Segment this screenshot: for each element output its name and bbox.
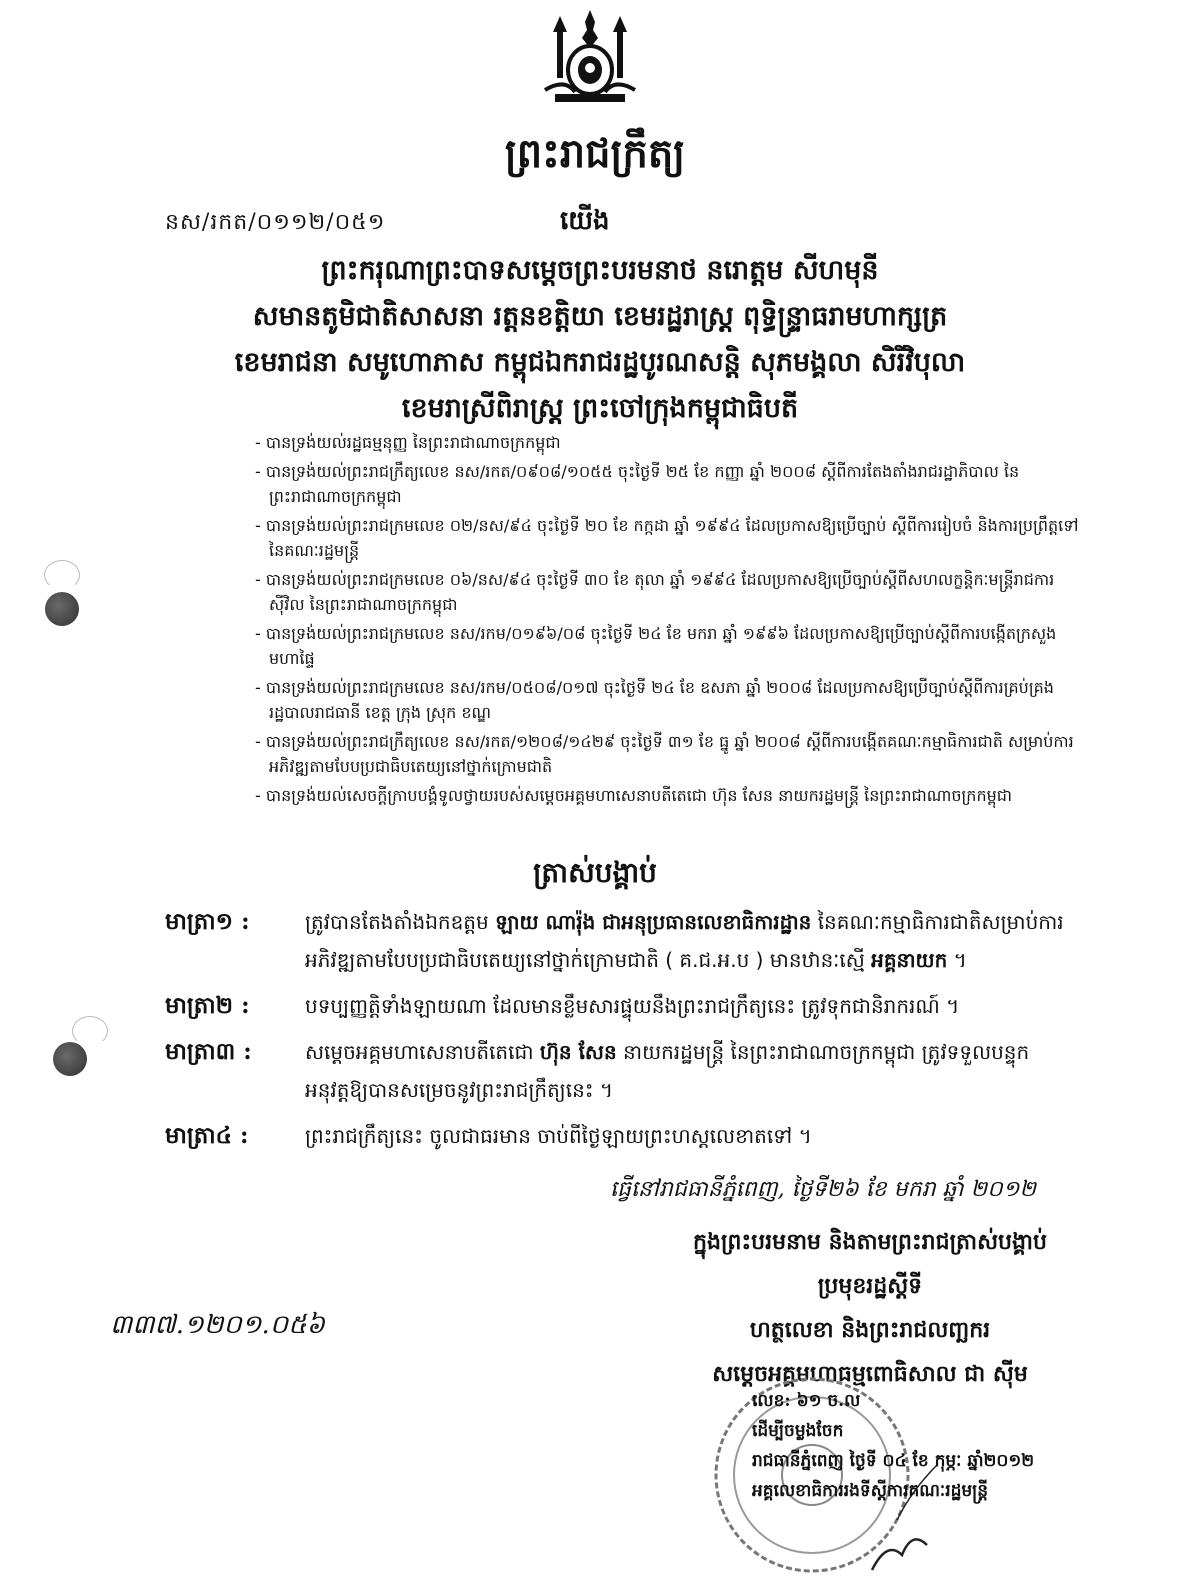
decision-heading: ត្រាស់បង្គាប់: [533, 856, 657, 889]
article-text: [305, 903, 1090, 979]
signature-line: ក្នុងព្រះបរមនាម និងតាមព្រះរាជត្រាស់បង្គាប់: [693, 1229, 1047, 1255]
king-title-line: សមានតូមិជាតិសាសនា រត្តនខត្តិយា ខេមរដ្ឋរាស្ត្រ ពុទ្ធិន្ទ្រាធរាមហាក្សត្រ: [252, 301, 948, 332]
issue-date: ធ្វើនៅរាជធានីភ្នំពេញ, ថ្ងៃទី២៦ ខែ មករា ឆ្នាំ ២០១២: [610, 1177, 1036, 1202]
visa-item: - បានទ្រង់យល់រដ្ឋធម្មនុញ្ញ នៃព្រះរាជាណាចក្រកម្ពុជា: [255, 430, 1085, 455]
punch-hole-mark: [44, 560, 80, 590]
punch-hole-mark: [72, 1016, 108, 1046]
visa-list: [255, 430, 1085, 812]
copy-line: លេខ: ៦១ ច.ល: [752, 1391, 861, 1411]
articles-list: [165, 903, 1090, 1163]
decree-title: ព្រះរាជក្រឹត្យ: [504, 130, 686, 177]
signature-line: ប្រមុខរដ្ឋស្តីទី: [817, 1273, 923, 1299]
article-3: [165, 1033, 1090, 1109]
article-text-part: នៃគណៈកម្មាធិការជាតិសម្រាប់ការអភិវឌ្ឍតាមបែបប្រជាធិបតេយ្យនៅថ្នាក់ក្រោមជាតិ ( គ.ជ.អ.ប ) មានឋានៈស្មើ: [305, 910, 1064, 972]
king-title-line: ខេមរាស្រីពិរាស្ត្រ ព្រះចៅក្រុងកម្ពុជាធិបតី: [401, 393, 799, 424]
article-text-part: សម្តេចអគ្គមហាសេនាបតីតេជោ: [305, 1040, 540, 1064]
handwritten-reference: ៣៣៧.១២០១.០៥៦: [110, 1310, 325, 1340]
signature-line: ហត្ថលេខា និងព្រះរាជលញ្ឆករ: [749, 1317, 991, 1343]
copy-line: អគ្គលេខាធិការរងទីស្តីការគណៈរដ្ឋមន្ត្រី: [752, 1481, 989, 1501]
punch-hole: [45, 592, 79, 626]
visa-item: - បានទ្រង់យល់ព្រះរាជក្រមលេខ ០២/នស/៩៤ ចុះថ្ងៃទី ២០ ខែ កក្កដា ឆ្នាំ ១៩៩៤ ដែលប្រកាសឱ្យប្រើច្បាប់ ស្តីពីការរៀបចំ និងការប្រព្រឹត្តទៅនៃគណៈរដ្ឋមន្ត្រី: [255, 513, 1085, 563]
rank-title: អគ្គនាយក: [871, 948, 948, 972]
decree-number: នស/រកត/០១១២/០៥១: [165, 210, 386, 235]
visa-item: - បានទ្រង់យល់ព្រះរាជក្រឹត្យលេខ នស/រកត/០៩០៨/១០៥៥ ចុះថ្ងៃទី ២៥ ខែ កញ្ញា ឆ្នាំ ២០០៨ ស្តីពីការតែងតាំងរាជរដ្ឋាភិបាល នៃព្រះរាជាណាចក្រកម្ពុជា: [255, 459, 1085, 509]
article-1: [165, 903, 1090, 979]
visa-item: - បានទ្រង់យល់ព្រះរាជក្រមលេខ នស/រកម/០១៩៦/០៨ ចុះថ្ងៃទី ២៤ ខែ មករា ឆ្នាំ ១៩៩៦ ដែលប្រកាសឱ្យប្រើច្បាប់ស្តីពីការបង្កើតក្រសួងមហាផ្ទៃ: [255, 621, 1085, 671]
visa-item: - បានទ្រង់យល់ព្រះរាជក្រឹត្យលេខ នស/រកត/១២០៨/១៤២៩ ចុះថ្ងៃទី ៣១ ខែ ធ្នូ ឆ្នាំ ២០០៨ ស្តីពីការបង្កើតគណៈកម្មាធិការជាតិ សម្រាប់ការអភិវឌ្ឍតាមបែបប្រជាធិបតេយ្យនៅថ្នាក់ក្រោមជាតិ: [255, 729, 1085, 779]
copy-line: រាជធានីភ្នំពេញ ថ្ងៃទី ០៤ ខែ កុម្ភៈ ឆ្នាំ២០១២: [752, 1451, 1035, 1471]
article-label: មាត្រា២ :: [165, 992, 250, 1019]
article-label: មាត្រា១ :: [165, 908, 250, 935]
punch-hole: [53, 1042, 87, 1076]
article-text-part: នាយករដ្ឋមន្ត្រី នៃព្រះរាជាណាចក្រកម្ពុជា ត្រូវទទួលបន្ទុកអនុវត្តឱ្យបានសម្រេចនូវព្រះរាជក្រឹត្យនេះ ។: [305, 1040, 1030, 1102]
article-label: មាត្រា៣ :: [165, 1038, 252, 1065]
article-2: [165, 987, 1090, 1025]
visa-item: - បានទ្រង់យល់ព្រះរាជក្រមលេខ នស/រកម/០៥០៨/០១៧ ចុះថ្ងៃទី ២៤ ខែ ឧសភា ឆ្នាំ ២០០៨ ដែលប្រកាសឱ្យប្រើច្បាប់ស្តីពីការគ្រប់គ្រងរដ្ឋបាលរាជធានី ខេត្ត ក្រុង ស្រុក ខណ្ឌ: [255, 675, 1085, 725]
article-text: [305, 1033, 1090, 1109]
king-title-line: ខេមរាជនា សមូហោភាស កម្ពុជឯករាជរដ្ឋបូរណសន្តិ សុភមង្គលា សិរីវិបុលា: [234, 347, 966, 378]
king-title-block: [150, 248, 1050, 432]
visa-item: - បានទ្រង់យល់ព្រះរាជក្រមលេខ ០៦/នស/៩៤ ចុះថ្ងៃទី ៣០ ខែ តុលា ឆ្នាំ ១៩៩៤ ដែលប្រកាសឱ្យប្រើច្បាប់ស្តីពីសហលក្ខន្តិកៈមន្ត្រីរាជការស៊ីវិល នៃព្រះរាជាណាចក្រកម្ពុជា: [255, 567, 1085, 617]
article-text-part: ត្រូវបានតែងតាំងឯកឧត្តម: [305, 910, 496, 934]
we-heading: យើង: [560, 206, 610, 236]
article-text: ព្រះរាជក្រឹត្យនេះ ចូលជាធរមាន ចាប់ពីថ្ងៃឡាយព្រះហស្តលេខាតទៅ ។: [305, 1124, 812, 1148]
signature-line: សម្តេចអគ្គមហាធម្មពោធិសាល ជា ស៊ីម: [712, 1361, 1028, 1387]
appointee-name: ឡាយ ណារ៉ុង ជាអនុប្រធានលេខាធិការដ្ឋាន: [495, 910, 812, 934]
copy-certification: [752, 1386, 1132, 1506]
copy-line: ដើម្បីចម្លងចែក: [752, 1421, 844, 1441]
king-title-line: ព្រះករុណាព្រះបាទសម្តេចព្រះបរមនាថ នរោត្តម សីហមុនី: [321, 255, 879, 286]
prime-minister-name: ហ៊ុន សែន: [539, 1040, 617, 1064]
article-text-part: ។: [947, 948, 967, 972]
visa-item: - បានទ្រង់យល់សេចក្តីក្រាបបង្គំទូលថ្វាយរបស់សម្តេចអគ្គមហាសេនាបតីតេជោ ហ៊ុន សែន នាយករដ្ឋមន្ត្រី នៃព្រះរាជាណាចក្រកម្ពុជា: [255, 783, 1085, 808]
royal-arms-emblem: [535, 8, 645, 106]
article-label: មាត្រា៤ :: [165, 1122, 249, 1149]
article-4: [165, 1117, 1090, 1155]
article-text: បទប្បញ្ញត្តិទាំងឡាយណា ដែលមានខ្លឹមសារផ្ទុយនឹងព្រះរាជក្រឹត្យនេះ ត្រូវទុកជានិរាករណ៍ ។: [305, 994, 960, 1018]
